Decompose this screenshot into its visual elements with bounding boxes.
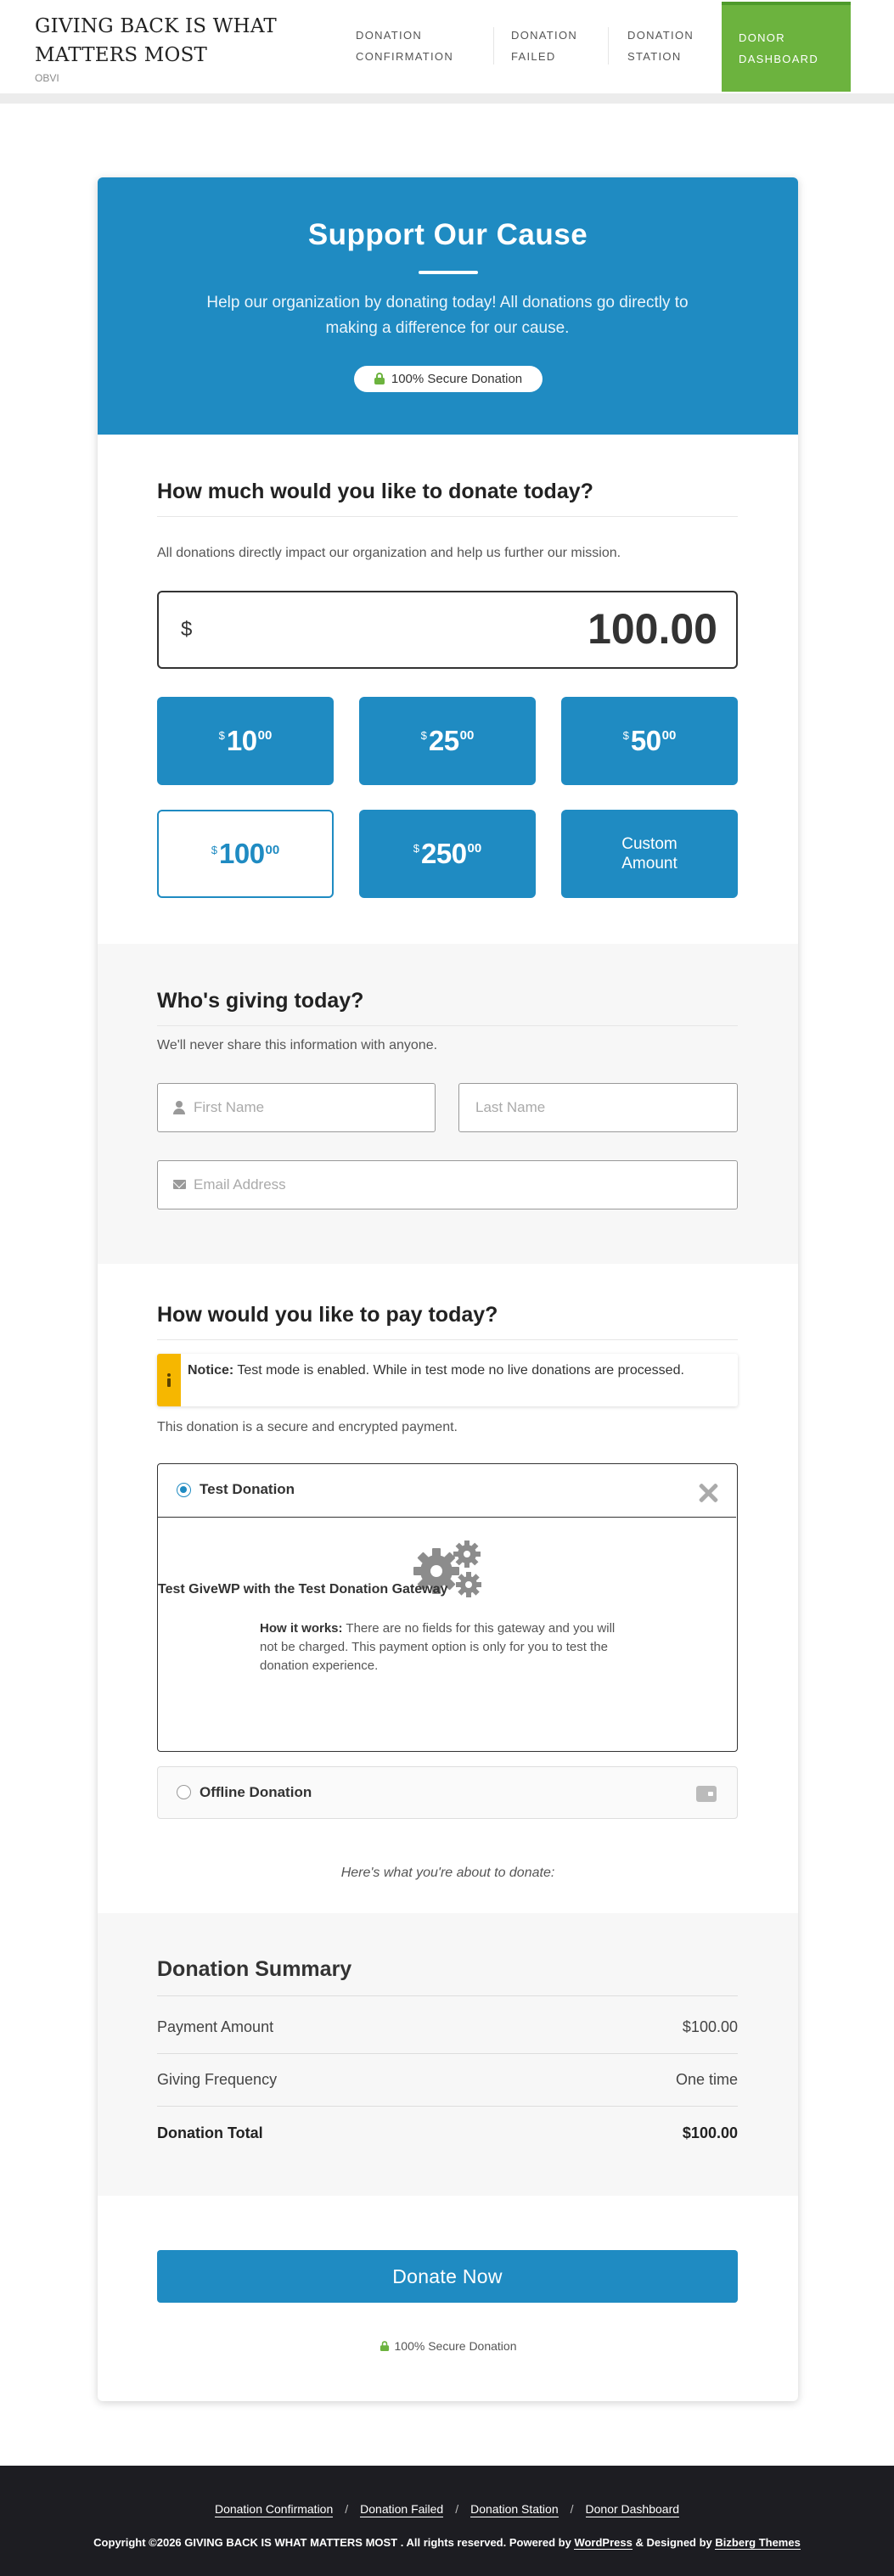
- site-tagline: OBVI: [35, 72, 59, 84]
- theme-author-link[interactable]: Bizberg Themes: [715, 2536, 801, 2549]
- donor-section-text: We'll never share this information with anyone.: [157, 1038, 438, 1052]
- footer-link-donation-station[interactable]: Donation Station: [470, 2502, 559, 2516]
- footer-link-donation-failed[interactable]: Donation Failed: [360, 2502, 444, 2516]
- footer-copyright: [0, 2536, 894, 2549]
- envelope-icon: [173, 1180, 186, 1189]
- donation-amount-value[interactable]: 100.00: [588, 605, 717, 653]
- nav-item-donor-dashboard[interactable]: [722, 2, 851, 92]
- donate-now-button[interactable]: Donate Now: [157, 2250, 738, 2303]
- test-donation-gateway: [157, 1463, 738, 1752]
- main-navigation: [335, 0, 851, 92]
- site-header: [0, 0, 894, 97]
- info-icon: [167, 1373, 171, 1387]
- level-currency: $: [420, 729, 427, 742]
- level-cents: 00: [265, 843, 280, 857]
- test-gateway-option[interactable]: [158, 1464, 736, 1518]
- summary-row-label: Giving Frequency: [157, 2071, 278, 2088]
- form-hero: [98, 177, 798, 435]
- wordpress-link[interactable]: WordPress: [574, 2536, 633, 2549]
- amount-section-text: All donations directly impact our organization and help us further our mission.: [157, 546, 621, 560]
- email-field[interactable]: [157, 1160, 738, 1209]
- first-name-field[interactable]: [157, 1083, 436, 1132]
- amount-level-50-button[interactable]: [561, 697, 738, 785]
- footer-separator: /: [345, 2502, 349, 2516]
- donation-form-card: [98, 177, 798, 2401]
- footer-link-donation-confirmation[interactable]: Donation Confirmation: [214, 2502, 334, 2516]
- offline-donation-option[interactable]: [157, 1766, 738, 1819]
- tools-icon: [698, 1483, 718, 1503]
- level-amount: 25: [428, 725, 459, 756]
- last-name-input[interactable]: [459, 1084, 737, 1131]
- level-currency: $: [211, 844, 217, 856]
- footer-separator: /: [455, 2502, 459, 2516]
- custom-amount-label: Custom Amount: [621, 835, 678, 873]
- level-amount: 10: [226, 725, 257, 756]
- offline-gateway-radio[interactable]: [177, 1785, 191, 1799]
- notice-label: Notice:: [188, 1363, 234, 1378]
- test-mode-notice: [157, 1354, 738, 1406]
- level-amount: 50: [630, 725, 661, 756]
- test-gateway-radio[interactable]: [177, 1483, 191, 1497]
- bottom-secure-label: 100% Secure Donation: [394, 2339, 517, 2353]
- level-cents: 00: [467, 841, 482, 856]
- email-input[interactable]: [158, 1161, 737, 1209]
- nav-label-line: DONATION: [627, 29, 694, 42]
- copyright-text: Copyright ©2026 GIVING BACK IS WHAT MATTERS MOST . All rights reserved. Powered by: [93, 2536, 571, 2549]
- header-divider-bar: [0, 93, 894, 104]
- footer-link-donor-dashboard[interactable]: Donor Dashboard: [585, 2502, 680, 2516]
- custom-amount-button[interactable]: [561, 810, 738, 898]
- site-branding: [35, 12, 315, 84]
- lock-icon: [374, 373, 385, 384]
- secure-badge-label: 100% Secure Donation: [391, 372, 523, 386]
- donation-amount-input[interactable]: [157, 591, 738, 669]
- currency-symbol: $: [181, 618, 193, 641]
- hero-divider: [419, 271, 478, 274]
- level-currency: $: [413, 842, 419, 855]
- first-name-input[interactable]: [158, 1084, 435, 1131]
- nav-item-donation-station[interactable]: [609, 0, 717, 92]
- amount-level-10-button[interactable]: [157, 697, 334, 785]
- summary-row-giving-frequency: [157, 2054, 738, 2107]
- summary-total-value: $100.00: [682, 2124, 738, 2141]
- summary-row-label: Payment Amount: [157, 2018, 274, 2035]
- donation-preview-text: Here's what you're about to donate:: [340, 1866, 555, 1880]
- nav-label-line: DONATION: [511, 29, 578, 42]
- designed-by-text: & Designed by: [635, 2536, 712, 2549]
- offline-gateway-label[interactable]: Offline Donation: [200, 1784, 312, 1800]
- test-gateway-label[interactable]: Test Donation: [200, 1481, 295, 1497]
- secure-payment-text: This donation is a secure and encrypted payment.: [157, 1420, 458, 1434]
- summary-row-payment-amount: [157, 2001, 738, 2054]
- level-currency: $: [622, 729, 629, 742]
- amount-level-100-button[interactable]: [157, 810, 334, 898]
- hero-description: Help our organization by donating today! All donations go directly to making a difference for our cause.: [206, 294, 689, 337]
- test-gateway-description: [260, 1619, 634, 1675]
- nav-item-donation-confirmation[interactable]: [335, 0, 493, 92]
- how-it-works-label: How it works:: [260, 1621, 343, 1636]
- amount-level-25-button[interactable]: [359, 697, 536, 785]
- level-cents: 00: [661, 728, 677, 743]
- wallet-icon: [696, 1786, 717, 1802]
- level-currency: $: [218, 729, 225, 742]
- notice-message: [188, 1361, 723, 1380]
- nav-label-line: CONFIRMATION: [356, 50, 454, 63]
- notice-text: Test mode is enabled. While in test mode no live donations are processed.: [237, 1363, 684, 1378]
- amount-section-heading: How much would you like to donate today?: [157, 480, 738, 517]
- lock-icon: [380, 2342, 388, 2351]
- user-icon: [173, 1101, 185, 1114]
- how-it-works-text: There are no fields for this gateway and you will not be charged. This payment option is only for you to test the donation experience.: [260, 1621, 616, 1673]
- test-gateway-title: Test GiveWP with the Test Donation Gateway: [158, 1582, 448, 1597]
- payment-section-heading: How would you like to pay today?: [157, 1303, 738, 1340]
- bottom-secure-notice: [98, 2339, 798, 2353]
- amount-level-250-button[interactable]: [359, 810, 536, 898]
- notice-accent-bar: [157, 1354, 181, 1406]
- nav-label-line: DONATION: [356, 29, 423, 42]
- last-name-field[interactable]: [458, 1083, 738, 1132]
- summary-row-value: One time: [675, 2071, 738, 2088]
- level-amount: 100: [218, 838, 265, 869]
- level-cents: 00: [459, 728, 475, 743]
- nav-label-line: FAILED: [511, 50, 556, 63]
- nav-label-line: DONOR: [739, 31, 785, 44]
- footer-separator: /: [570, 2502, 574, 2516]
- nav-label-line: DASHBOARD: [739, 53, 819, 65]
- nav-label-line: STATION: [627, 50, 682, 63]
- nav-item-donation-failed[interactable]: [494, 0, 608, 92]
- summary-total-label: Donation Total: [157, 2124, 263, 2141]
- summary-row-total: [157, 2107, 738, 2160]
- hero-title: Support Our Cause: [307, 218, 588, 251]
- donor-section-heading: Who's giving today?: [157, 989, 738, 1026]
- summary-row-value: $100.00: [682, 2018, 738, 2035]
- site-footer: [0, 2466, 894, 2576]
- level-amount: 250: [420, 838, 467, 869]
- footer-navigation: [0, 2502, 894, 2516]
- level-cents: 00: [257, 728, 273, 743]
- site-title[interactable]: GIVING BACK IS WHAT MATTERS MOST: [35, 15, 277, 66]
- summary-heading: Donation Summary: [157, 1957, 738, 1996]
- secure-donation-badge: [354, 366, 543, 392]
